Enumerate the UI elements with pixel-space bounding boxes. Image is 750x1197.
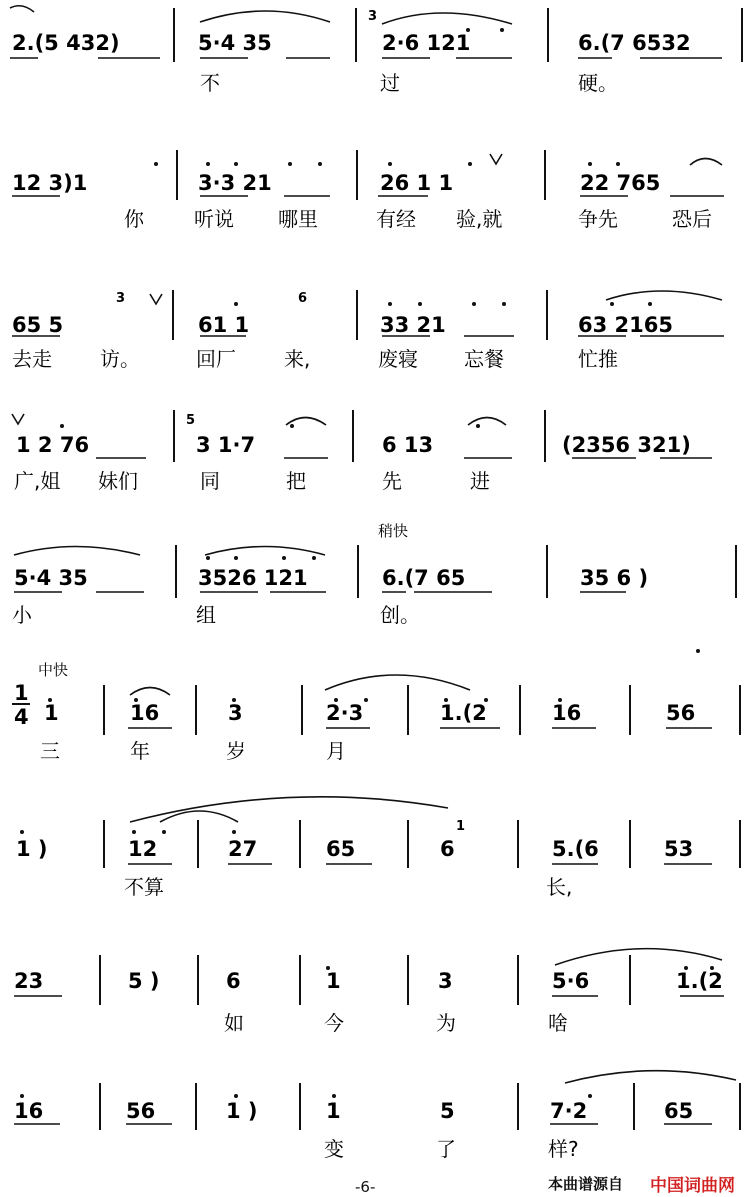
lyric: 去走 [12,347,52,371]
octave-dot [610,302,614,306]
lyric: 恐后 [672,207,712,231]
lyric: 妹们 [98,469,138,493]
score-row-3 [12,313,673,371]
octave-dot [364,698,368,702]
lyric: 了 [436,1137,456,1161]
octave-dot [282,556,286,560]
octave-dot [132,830,136,834]
lyric: 变 [324,1137,344,1161]
note-group: 1 [326,969,341,993]
note-group: 3 [228,701,243,725]
note-group: 1 [44,701,59,725]
octave-dot [312,556,316,560]
note-group: 3·3 21 [198,171,272,195]
octave-dot [500,28,504,32]
grace-note: 1 [456,819,466,834]
slur [382,13,512,24]
lyric: 广,姐 [14,469,61,493]
breath-mark [490,154,502,164]
lyric: 年 [130,739,150,763]
lyric: 你 [124,207,144,231]
note-group: 6 [226,969,241,993]
octave-dot [418,302,422,306]
octave-dot [234,1094,238,1098]
score-row-2 [12,171,712,231]
lyric: 创。 [380,603,420,627]
lyric: 组 [196,603,216,627]
note-group: 6.(7 6532 [578,31,691,55]
octave-dot [616,162,620,166]
note-group: 1 2 76 [16,433,90,457]
lyric: 哪里 [278,207,318,231]
lyric: 进 [470,469,490,493]
lyric: 验,就 [456,207,503,231]
note-group: 1 ) [16,837,48,861]
note-group: 33 21 [380,313,446,337]
grace-note: 6 [298,291,308,306]
octave-dot [476,424,480,428]
note-group: 3526 121 [198,566,308,590]
note-group: 56 [126,1099,156,1123]
time-signature-top: 1 [14,681,29,705]
lyric: 来, [284,347,311,371]
slur [555,949,722,965]
note-group: 5·4 35 [14,566,88,590]
note-group: 53 [664,837,694,861]
octave-dot [290,424,294,428]
octave-dot [154,162,158,166]
octave-dot [162,830,166,834]
score-row-9 [14,1099,693,1161]
score-row-1 [12,31,691,95]
time-signature-bottom: 4 [14,705,29,729]
lyric: 争先 [578,207,618,231]
lyric: 硬。 [578,71,618,95]
lyric: 废寝 [378,347,418,371]
octave-dot [234,556,238,560]
note-group: 3 1·7 [196,433,256,457]
slur [468,418,506,426]
lyric: 同 [200,469,220,493]
slur [286,418,326,426]
score-row-8 [14,969,723,1035]
lyric: 三 [40,739,60,763]
score-row-7 [16,837,693,899]
note-group: 5·6 [552,969,590,993]
note-group: 16 [14,1099,44,1123]
note-group: 2·6 121 [382,31,471,55]
note-group: 65 5 [12,313,64,337]
lyric: 月 [326,739,346,763]
note-group: 35 6 ) [580,566,649,590]
note-group: 1 ) [226,1099,258,1123]
octave-dot [234,162,238,166]
slurs [10,6,736,1083]
lyric: 今 [324,1011,344,1035]
note-group: 12 3)1 [12,171,88,195]
score-row-5 [12,566,648,627]
lyric: 过 [380,71,400,95]
octave-dot [588,162,592,166]
lyric: 回厂 [196,347,236,371]
lyric: 把 [286,469,306,493]
note-group: 6 13 [382,433,434,457]
slur [606,291,722,300]
note-group: 22 765 [580,171,661,195]
slur [130,797,448,822]
octave-dot [60,424,64,428]
lyric: 忙推 [578,347,618,371]
page-footer [0,1170,750,1197]
note-group: 5·4 35 [198,31,272,55]
breath-mark [150,294,162,304]
lyric: 样? [548,1137,579,1161]
slur [565,1071,736,1083]
score-row-6 [40,701,695,763]
lyric: 访。 [100,347,140,371]
slur [14,547,140,556]
note-group: 61 1 [198,313,250,337]
note-group: 12 [128,837,158,861]
grace-note: 3 [368,9,378,24]
source-label: 本曲谱源自 [548,1175,624,1193]
note-group: 1 [326,1099,341,1123]
note-group: 26 1 1 [380,171,454,195]
grace-note: 3 [116,291,126,306]
note-group: 7·2 [550,1099,588,1123]
note-group: 3 [438,969,453,993]
slur [690,159,722,166]
note-group: 5.(6 [552,837,599,861]
grace-note: 5 [186,413,196,428]
lyric: 小 [12,603,32,627]
note-group: 16 [130,701,160,725]
octave-dot [232,830,236,834]
note-group: 27 [228,837,258,861]
tempo-moderately-fast: 中快 [38,661,69,679]
note-group: 65 [326,837,356,861]
stray-dot [696,649,700,653]
octave-dot [234,302,238,306]
lyric: 不 [200,71,220,95]
note-group: 2·3 [326,701,364,725]
octave-dot [318,162,322,166]
lyric: 先 [382,469,402,493]
breath-mark [12,414,24,424]
lyric: 不算 [124,875,164,899]
slur [10,6,34,12]
tempo-slightly-faster: 稍快 [378,522,409,540]
note-group: 1.(2 [676,969,723,993]
octave-dot [20,830,24,834]
note-group: 23 [14,969,44,993]
lyric: 听说 [194,207,234,231]
octave-dot [288,162,292,166]
note-group: 5 [440,1099,455,1123]
lyric: 有经 [376,207,416,231]
lyric: 如 [224,1011,244,1035]
slur [130,688,170,696]
octave-dot [472,302,476,306]
lyric: 为 [436,1011,456,1035]
page-number: -6- [355,1178,376,1196]
note-group: 6.(7 65 [382,566,466,590]
note-group: 1.(2 [440,701,487,725]
octave-dot [388,162,392,166]
octave-dot [20,1094,24,1098]
slur [205,547,325,556]
octave-dot [468,162,472,166]
note-group: 6 [440,837,455,861]
octave-dot [206,162,210,166]
note-group: (2356 321) [562,433,691,457]
octave-dot [206,556,210,560]
note-group: 65 [664,1099,694,1123]
source-brand-link[interactable]: 中国词曲网 [650,1176,735,1196]
octave-dot [332,1094,336,1098]
lyric: 长, [546,875,573,899]
note-group: 5 ) [128,969,160,993]
slur [325,675,470,690]
lyric: 忘餐 [464,347,504,371]
note-group: 63 2165 [578,313,673,337]
octave-dot [588,1094,592,1098]
note-group: 16 [552,701,582,725]
lyric: 岁 [226,739,246,763]
lyric: 啥 [548,1011,568,1035]
octave-dot [388,302,392,306]
slur [200,11,330,22]
octave-dot [648,302,652,306]
note-group: 2.(5 432) [12,31,120,55]
note-group: 56 [666,701,696,725]
octave-dot [502,302,506,306]
